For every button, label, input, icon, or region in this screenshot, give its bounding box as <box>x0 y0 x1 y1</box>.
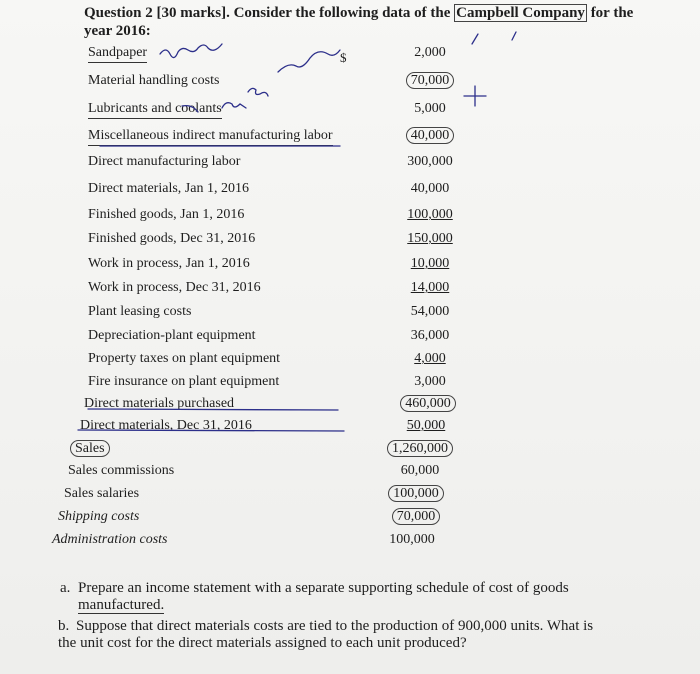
list-item <box>88 206 453 226</box>
item-label: Lubricants and coolants <box>88 100 222 119</box>
task-text: Suppose that direct materials costs are tied to the production of 900,000 units. What is <box>76 618 594 634</box>
item-value: 100,000 <box>389 532 435 547</box>
item-value: 60,000 <box>400 463 440 478</box>
item-value: 3,000 <box>414 374 446 389</box>
question-year: year 2016: <box>84 23 151 39</box>
item-value: 300,000 <box>407 154 453 169</box>
item-value: 40,000 <box>390 127 470 145</box>
item-label: Sales commissions <box>68 463 175 478</box>
item-value: 70,000 <box>376 508 456 526</box>
list-item <box>88 327 448 347</box>
question-prefix: Question 2 [30 marks]. Consider the following data of the <box>84 5 455 21</box>
item-value: 5,000 <box>414 101 446 116</box>
currency-symbol: $ <box>340 50 347 65</box>
list-item <box>88 72 448 92</box>
list-item <box>58 508 448 528</box>
item-label: Sales salaries <box>64 486 140 501</box>
list-item <box>52 531 448 551</box>
item-label: Shipping costs <box>58 509 140 524</box>
list-item <box>88 44 448 64</box>
list-item <box>88 180 448 200</box>
item-value: 2,000 <box>414 45 446 60</box>
item-value: 50,000 <box>406 418 446 433</box>
task-text: Prepare an income statement with a separate supporting schedule of cost of goods <box>78 580 569 596</box>
list-item <box>88 350 448 370</box>
item-value: 10,000 <box>410 256 450 271</box>
item-label: Fire insurance on plant equipment <box>88 374 280 389</box>
item-value: 4,000 <box>414 351 446 366</box>
item-label: Sandpaper <box>88 44 147 63</box>
item-label: Direct materials, Dec 31, 2016 <box>80 418 252 433</box>
item-value: 40,000 <box>410 181 450 196</box>
item-label: Sales <box>70 440 110 458</box>
list-item <box>88 230 453 250</box>
item-value: 460,000 <box>388 395 468 413</box>
item-label: Work in process, Jan 1, 2016 <box>88 256 250 271</box>
list-item <box>88 100 448 120</box>
task-key: a. <box>60 580 71 596</box>
list-item <box>64 485 448 505</box>
list-item <box>88 127 448 147</box>
item-label: Direct manufacturing labor <box>88 154 241 169</box>
list-item <box>88 255 448 275</box>
question-suffix: for the <box>586 5 634 21</box>
item-label: Plant leasing costs <box>88 304 192 319</box>
list-item <box>84 395 451 415</box>
task-item <box>60 580 569 597</box>
list-item <box>68 462 448 482</box>
item-value: 150,000 <box>407 231 453 246</box>
task-item <box>78 597 164 614</box>
item-label: Miscellaneous indirect manufacturing labor <box>88 127 333 146</box>
item-value: 54,000 <box>410 304 450 319</box>
item-label: Finished goods, Jan 1, 2016 <box>88 207 245 222</box>
question-header <box>84 4 644 40</box>
item-value: 36,000 <box>410 328 450 343</box>
item-label: Administration costs <box>52 532 168 547</box>
item-label: Work in process, Dec 31, 2016 <box>88 280 261 295</box>
list-item <box>88 303 448 323</box>
task-item <box>58 618 593 635</box>
company-name: Campbell Company <box>456 5 585 21</box>
task-key: b. <box>58 618 70 634</box>
item-label: Depreciation-plant equipment <box>88 328 256 343</box>
item-value: 100,000 <box>376 485 456 503</box>
item-label: Material handling costs <box>88 73 220 88</box>
item-value: 1,260,000 <box>380 440 460 458</box>
item-label: Finished goods, Dec 31, 2016 <box>88 231 256 246</box>
item-value: 70,000 <box>390 72 470 90</box>
list-item <box>88 279 448 299</box>
task-text: manufactured. <box>78 597 165 613</box>
list-item <box>80 417 448 437</box>
task-text: the unit cost for the direct materials assigned to each unit produced? <box>58 635 467 651</box>
list-item <box>70 440 448 460</box>
item-value: 14,000 <box>410 280 450 295</box>
item-label: Direct materials, Jan 1, 2016 <box>88 181 249 196</box>
list-item <box>88 153 453 173</box>
item-label: Property taxes on plant equipment <box>88 351 281 366</box>
task-item <box>58 635 467 652</box>
item-label: Direct materials purchased <box>84 396 235 411</box>
item-value: 100,000 <box>407 207 453 222</box>
list-item <box>88 373 448 393</box>
